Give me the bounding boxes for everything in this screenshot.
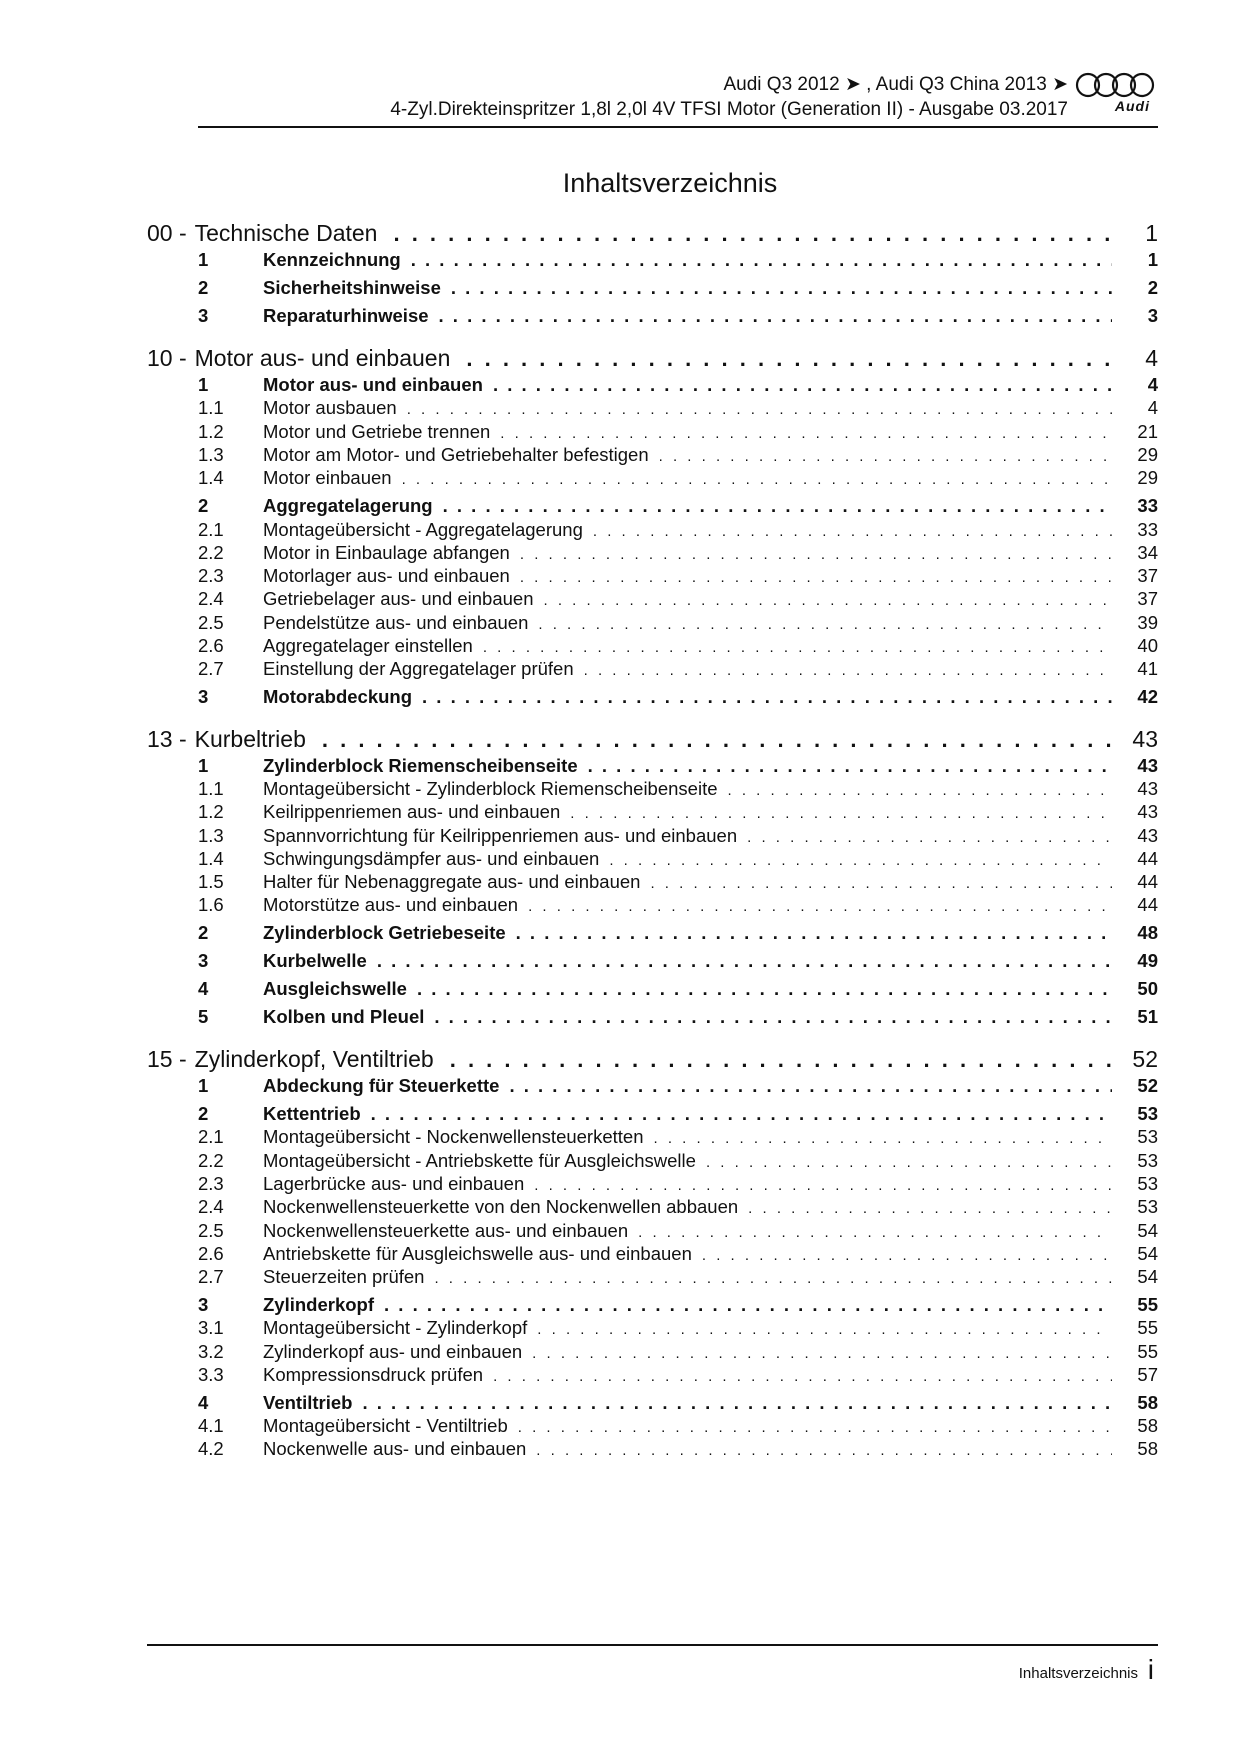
toc-chapter-entry[interactable] bbox=[147, 220, 1158, 250]
toc-entry-number: 3 bbox=[198, 686, 209, 707]
toc-dot-leader bbox=[493, 374, 1112, 396]
toc-sub-entry[interactable] bbox=[147, 894, 1158, 918]
toc-entry-number: 2.2 bbox=[198, 542, 224, 563]
toc-sub-entry[interactable] bbox=[147, 825, 1158, 849]
toc-dot-leader bbox=[451, 277, 1112, 299]
toc-entry-number: 1.2 bbox=[198, 421, 224, 442]
toc-entry-number: 2.6 bbox=[198, 1243, 224, 1264]
toc-entry-label: Motorabdeckung bbox=[263, 686, 413, 707]
toc-sub-entry[interactable] bbox=[147, 778, 1158, 802]
header-divider bbox=[198, 126, 1158, 128]
toc-entry-number: 10 - bbox=[147, 345, 187, 371]
toc-entry-number: 2.4 bbox=[198, 1196, 224, 1217]
toc-entry-number: 3 bbox=[198, 305, 209, 326]
toc-entry-label: Motor in Einbaulage abfangen bbox=[263, 542, 510, 563]
toc-dot-leader bbox=[518, 1419, 1112, 1436]
toc-entry-number: 5 bbox=[198, 1006, 209, 1027]
toc-entry-label: Schwingungsdämpfer aus- und einbauen bbox=[263, 848, 600, 869]
toc-dot-leader bbox=[411, 249, 1112, 271]
toc-section-entry[interactable] bbox=[147, 374, 1158, 398]
toc-sub-entry[interactable] bbox=[147, 1126, 1158, 1150]
toc-sub-entry[interactable] bbox=[147, 519, 1158, 543]
toc-sub-entry[interactable] bbox=[147, 801, 1158, 825]
footer-label: Inhaltsverzeichnis bbox=[1018, 1665, 1138, 1682]
page-title-text: Inhaltsverzeichnis bbox=[562, 168, 778, 198]
toc-entry-page: 4 bbox=[1145, 345, 1158, 371]
toc-dot-leader bbox=[654, 1130, 1113, 1147]
toc-sub-entry[interactable] bbox=[147, 421, 1158, 445]
toc-entry-number: 3 bbox=[198, 1294, 209, 1315]
toc-entry-label: Zylinderkopf, Ventiltrieb bbox=[194, 1046, 434, 1072]
toc-dot-leader bbox=[434, 1006, 1112, 1028]
toc-entry-label: Kolben und Pleuel bbox=[263, 1006, 425, 1027]
toc-entry-label: Motor ausbauen bbox=[263, 397, 397, 418]
toc-dot-leader bbox=[466, 346, 1112, 372]
toc-dot-leader bbox=[593, 523, 1112, 540]
toc-section-entry[interactable] bbox=[147, 950, 1158, 974]
toc-entry-label: Pendelstütze aus- und einbauen bbox=[263, 612, 529, 633]
toc-dot-leader bbox=[434, 1270, 1112, 1287]
toc-entry-label: Zylinderkopf bbox=[263, 1294, 375, 1315]
toc-sub-entry[interactable] bbox=[147, 444, 1158, 468]
toc-sub-entry[interactable] bbox=[147, 1415, 1158, 1439]
toc-entry-page: 43 bbox=[1137, 755, 1158, 776]
toc-entry-label: Montageübersicht - Zylinderkopf bbox=[263, 1317, 528, 1338]
toc-entry-label: Motorlager aus- und einbauen bbox=[263, 565, 510, 586]
toc-dot-leader bbox=[702, 1247, 1112, 1264]
toc-entry-label: Einstellung der Aggregatelager prüfen bbox=[263, 658, 574, 679]
toc-entry-label: Steuerzeiten prüfen bbox=[263, 1266, 425, 1287]
toc-entry-number: 3.2 bbox=[198, 1341, 224, 1362]
toc-sub-entry[interactable] bbox=[147, 1150, 1158, 1174]
toc-entry-label: Aggregatelager einstellen bbox=[263, 635, 473, 656]
page-title bbox=[0, 168, 1240, 199]
toc-dot-leader bbox=[534, 1177, 1112, 1194]
toc-entry-number: 1 bbox=[198, 755, 209, 776]
toc-entry-page: 41 bbox=[1137, 658, 1158, 679]
toc-entry-number: 2.1 bbox=[198, 519, 224, 540]
toc-dot-leader bbox=[728, 782, 1112, 799]
toc-entry-page: 44 bbox=[1137, 848, 1158, 869]
toc-entry-label: Ventiltrieb bbox=[263, 1392, 353, 1413]
toc-entry-label: Ausgleichswelle bbox=[263, 978, 407, 999]
toc-entry-number: 1.3 bbox=[198, 444, 224, 465]
toc-section-entry[interactable] bbox=[147, 1006, 1158, 1030]
toc-section-entry[interactable] bbox=[147, 978, 1158, 1002]
toc-entry-number: 3 bbox=[198, 950, 209, 971]
toc-entry-number: 1.1 bbox=[198, 397, 224, 418]
toc-section-entry[interactable] bbox=[147, 686, 1158, 710]
toc-sub-entry[interactable] bbox=[147, 1220, 1158, 1244]
toc-dot-leader bbox=[538, 616, 1112, 633]
toc-entry-number: 4 bbox=[198, 978, 209, 999]
toc-entry-page: 55 bbox=[1137, 1294, 1158, 1315]
footer-divider bbox=[147, 1644, 1158, 1646]
toc-entry-label: Lagerbrücke aus- und einbauen bbox=[263, 1173, 525, 1194]
toc-entry-page: 52 bbox=[1137, 1075, 1158, 1096]
toc-entry-number: 2.7 bbox=[198, 1266, 224, 1287]
toc-entry-page: 39 bbox=[1137, 612, 1158, 633]
toc-entry-label: Montageübersicht - Ventiltrieb bbox=[263, 1415, 508, 1436]
toc-dot-leader bbox=[748, 1200, 1112, 1217]
toc-entry-number: 3.3 bbox=[198, 1364, 224, 1385]
toc-entry-number: 4 bbox=[198, 1392, 209, 1413]
toc-section-entry[interactable] bbox=[147, 755, 1158, 779]
toc-entry-number: 1 bbox=[198, 374, 209, 395]
toc-entry-number: 1.4 bbox=[198, 467, 224, 488]
toc-entry-page: 21 bbox=[1137, 421, 1158, 442]
toc-dot-leader bbox=[532, 1345, 1112, 1362]
toc-sub-entry[interactable] bbox=[147, 1317, 1158, 1341]
toc-dot-leader bbox=[362, 1392, 1112, 1414]
toc-section-entry[interactable] bbox=[147, 1075, 1158, 1099]
toc-entry-page: 44 bbox=[1137, 894, 1158, 915]
toc-entry-page: 58 bbox=[1137, 1415, 1158, 1436]
toc-dot-leader bbox=[483, 639, 1112, 656]
toc-sub-entry[interactable] bbox=[147, 658, 1158, 682]
toc-sub-entry[interactable] bbox=[147, 588, 1158, 612]
toc-entry-label: Nockenwellensteuerkette von den Nockenwellen abbauen bbox=[263, 1196, 739, 1217]
toc-entry-label: Sicherheitshinweise bbox=[263, 277, 441, 298]
toc-dot-leader bbox=[706, 1154, 1112, 1171]
toc-dot-leader bbox=[638, 1224, 1112, 1241]
toc-dot-leader bbox=[422, 686, 1112, 708]
toc-entry-label: Kurbelwelle bbox=[263, 950, 367, 971]
toc-entry-number: 4.1 bbox=[198, 1415, 224, 1436]
toc-sub-entry[interactable] bbox=[147, 871, 1158, 895]
toc-entry-number: 3.1 bbox=[198, 1317, 224, 1338]
toc-dot-leader bbox=[520, 546, 1112, 563]
toc-dot-leader bbox=[509, 1075, 1112, 1097]
toc-dot-leader bbox=[450, 1047, 1112, 1073]
toc-entry-label: Antriebskette für Ausgleichswelle aus- und einbauen bbox=[263, 1243, 692, 1264]
toc-entry-number: 1.2 bbox=[198, 801, 224, 822]
toc-entry-label: Kompressionsdruck prüfen bbox=[263, 1364, 484, 1385]
toc-entry-page: 43 bbox=[1137, 825, 1158, 846]
toc-dot-leader bbox=[402, 471, 1112, 488]
toc-entry-page: 53 bbox=[1137, 1196, 1158, 1217]
toc-entry-page: 54 bbox=[1137, 1220, 1158, 1241]
toc-section-entry[interactable] bbox=[147, 305, 1158, 329]
toc-entry-number: 15 - bbox=[147, 1046, 187, 1072]
toc-entry-label: Spannvorrichtung für Keilrippenriemen aus- und einbauen bbox=[263, 825, 738, 846]
toc-dot-leader bbox=[570, 805, 1112, 822]
toc-entry-page: 4 bbox=[1147, 397, 1158, 418]
toc-dot-leader bbox=[417, 978, 1112, 1000]
toc-entry-page: 29 bbox=[1137, 444, 1158, 465]
toc-entry-number: 2.6 bbox=[198, 635, 224, 656]
toc-entry-page: 1 bbox=[1147, 249, 1158, 270]
toc-entry-number: 2.5 bbox=[198, 1220, 224, 1241]
toc-entry-page: 58 bbox=[1137, 1392, 1158, 1413]
toc-dot-leader bbox=[516, 922, 1112, 944]
toc-entry-page: 33 bbox=[1137, 495, 1158, 516]
toc-entry-page: 58 bbox=[1137, 1438, 1158, 1459]
toc-entry-page: 42 bbox=[1137, 686, 1158, 707]
toc-entry-page: 1 bbox=[1145, 220, 1158, 246]
toc-entry-page: 2 bbox=[1147, 277, 1158, 298]
toc-entry-page: 40 bbox=[1137, 635, 1158, 656]
audi-rings-icon bbox=[1072, 71, 1158, 101]
toc-section-entry[interactable] bbox=[147, 277, 1158, 301]
toc-sub-entry[interactable] bbox=[147, 467, 1158, 491]
toc-dot-leader bbox=[584, 662, 1112, 679]
toc-entry-label: Montageübersicht - Aggregatelagerung bbox=[263, 519, 583, 540]
toc-entry-label: Kennzeichnung bbox=[263, 249, 401, 270]
page-header bbox=[198, 71, 1158, 127]
toc-sub-entry[interactable] bbox=[147, 1266, 1158, 1290]
toc-entry-page: 44 bbox=[1137, 871, 1158, 892]
toc-entry-page: 34 bbox=[1137, 542, 1158, 563]
toc-sub-entry[interactable] bbox=[147, 397, 1158, 421]
toc-entry-page: 52 bbox=[1132, 1046, 1158, 1072]
toc-dot-leader bbox=[650, 875, 1112, 892]
toc-entry-label: Montageübersicht - Zylinderblock Riemenscheibenseite bbox=[263, 778, 718, 799]
toc-entry-number: 2.5 bbox=[198, 612, 224, 633]
toc-entry-page: 49 bbox=[1137, 950, 1158, 971]
toc-entry-number: 2.2 bbox=[198, 1150, 224, 1171]
toc-entry-label: Reparaturhinweise bbox=[263, 305, 429, 326]
toc-sub-entry[interactable] bbox=[147, 612, 1158, 636]
toc-dot-leader bbox=[393, 221, 1112, 247]
toc-entry-number: 4.2 bbox=[198, 1438, 224, 1459]
toc-entry-page: 43 bbox=[1137, 801, 1158, 822]
toc-entry-label: Zylinderkopf aus- und einbauen bbox=[263, 1341, 523, 1362]
toc-entry-number: 2 bbox=[198, 922, 209, 943]
toc-dot-leader bbox=[407, 401, 1112, 418]
audi-logo bbox=[1072, 71, 1158, 121]
toc-entry-label: Nockenwellensteuerkette aus- und einbauen bbox=[263, 1220, 629, 1241]
header-engine-line: 4-Zyl.Direkteinspritzer 1,8l 2,0l 4V TFSI Motor (Generation II) - Ausgabe 03.2017 bbox=[390, 99, 1068, 120]
toc-dot-leader bbox=[500, 425, 1112, 442]
toc-entry-label: Zylinderblock Riemenscheibenseite bbox=[263, 755, 578, 776]
toc-sub-entry[interactable] bbox=[147, 542, 1158, 566]
toc-dot-leader bbox=[537, 1321, 1112, 1338]
toc-entry-page: 37 bbox=[1137, 565, 1158, 586]
toc-entry-label: Getriebelager aus- und einbauen bbox=[263, 588, 534, 609]
toc-entry-page: 55 bbox=[1137, 1341, 1158, 1362]
toc-section-entry[interactable] bbox=[147, 249, 1158, 273]
toc-dot-leader bbox=[659, 448, 1112, 465]
toc-entry-page: 53 bbox=[1137, 1150, 1158, 1171]
toc-entry-page: 37 bbox=[1137, 588, 1158, 609]
toc-entry-label: Nockenwelle aus- und einbauen bbox=[263, 1438, 527, 1459]
toc-entry-page: 51 bbox=[1137, 1006, 1158, 1027]
toc-entry-number: 2.3 bbox=[198, 565, 224, 586]
toc-entry-number: 00 - bbox=[147, 220, 187, 246]
toc-dot-leader bbox=[588, 755, 1112, 777]
toc-entry-page: 3 bbox=[1147, 305, 1158, 326]
toc-sub-entry[interactable] bbox=[147, 1196, 1158, 1220]
toc-chapter-entry[interactable] bbox=[147, 1046, 1158, 1076]
toc-entry-label: Montageübersicht - Antriebskette für Ausgleichswelle bbox=[263, 1150, 696, 1171]
toc-entry-number: 1.6 bbox=[198, 894, 224, 915]
toc-entry-label: Zylinderblock Getriebeseite bbox=[263, 922, 506, 943]
toc-entry-number: 2.7 bbox=[198, 658, 224, 679]
toc-section-entry[interactable] bbox=[147, 1103, 1158, 1127]
toc-sub-entry[interactable] bbox=[147, 1438, 1158, 1462]
toc-entry-page: 53 bbox=[1137, 1173, 1158, 1194]
toc-entry-label: Montageübersicht - Nockenwellensteuerketten bbox=[263, 1126, 644, 1147]
toc-entry-page: 57 bbox=[1137, 1364, 1158, 1385]
toc-sub-entry[interactable] bbox=[147, 635, 1158, 659]
toc-entry-label: Keilrippenriemen aus- und einbauen bbox=[263, 801, 561, 822]
toc-dot-leader bbox=[536, 1442, 1112, 1459]
toc-entry-number: 2.3 bbox=[198, 1173, 224, 1194]
toc-entry-label: Motor aus- und einbauen bbox=[194, 345, 451, 371]
toc-entry-label: Kettentrieb bbox=[263, 1103, 361, 1124]
toc-sub-entry[interactable] bbox=[147, 848, 1158, 872]
toc-sub-entry[interactable] bbox=[147, 1364, 1158, 1388]
toc-dot-leader bbox=[609, 852, 1112, 869]
toc-entry-number: 1 bbox=[198, 249, 209, 270]
toc-entry-number: 1.4 bbox=[198, 848, 224, 869]
toc-dot-leader bbox=[439, 305, 1112, 327]
toc-dot-leader bbox=[493, 1368, 1112, 1385]
toc-sub-entry[interactable] bbox=[147, 1173, 1158, 1197]
toc-entry-page: 33 bbox=[1137, 519, 1158, 540]
toc-entry-label: Abdeckung für Steuerkette bbox=[263, 1075, 500, 1096]
toc-dot-leader bbox=[377, 950, 1112, 972]
toc-entry-label: Technische Daten bbox=[194, 220, 378, 246]
toc-sub-entry[interactable] bbox=[147, 1341, 1158, 1365]
toc-entry-page: 53 bbox=[1137, 1103, 1158, 1124]
toc-section-entry[interactable] bbox=[147, 1294, 1158, 1318]
toc-dot-leader bbox=[384, 1294, 1112, 1316]
toc-entry-number: 2 bbox=[198, 495, 209, 516]
toc-dot-leader bbox=[747, 829, 1112, 846]
toc-entry-label: Kurbeltrieb bbox=[194, 726, 306, 752]
toc-entry-label: Motor einbauen bbox=[263, 467, 392, 488]
toc-entry-number: 2 bbox=[198, 277, 209, 298]
toc-entry-label: Motor aus- und einbauen bbox=[263, 374, 483, 395]
toc-entry-number: 13 - bbox=[147, 726, 187, 752]
toc-dot-leader bbox=[520, 569, 1112, 586]
toc-entry-number: 1 bbox=[198, 1075, 209, 1096]
toc-dot-leader bbox=[371, 1103, 1112, 1125]
toc-entry-label: Motor am Motor- und Getriebehalter befestigen bbox=[263, 444, 649, 465]
audi-wordmark: Audi bbox=[1114, 98, 1150, 114]
toc-entry-label: Halter für Nebenaggregate aus- und einbauen bbox=[263, 871, 641, 892]
toc-entry-page: 48 bbox=[1137, 922, 1158, 943]
toc-sub-entry[interactable] bbox=[147, 1243, 1158, 1267]
toc-section-entry[interactable] bbox=[147, 1392, 1158, 1416]
toc-entry-number: 1.3 bbox=[198, 825, 224, 846]
footer-page-number: i bbox=[1147, 1654, 1154, 1685]
toc-entry-page: 55 bbox=[1137, 1317, 1158, 1338]
toc-entry-number: 2 bbox=[198, 1103, 209, 1124]
toc-entry-page: 43 bbox=[1132, 726, 1158, 752]
toc-entry-page: 43 bbox=[1137, 778, 1158, 799]
toc-sub-entry[interactable] bbox=[147, 565, 1158, 589]
toc-entry-number: 2.4 bbox=[198, 588, 224, 609]
toc-entry-page: 4 bbox=[1147, 374, 1158, 395]
toc-chapter-entry[interactable] bbox=[147, 345, 1158, 375]
toc-entry-label: Aggregatelagerung bbox=[263, 495, 433, 516]
toc-dot-leader bbox=[443, 495, 1112, 517]
toc-entry-number: 1.5 bbox=[198, 871, 224, 892]
toc-dot-leader bbox=[528, 898, 1112, 915]
toc-entry-number: 1.1 bbox=[198, 778, 224, 799]
toc-entry-number: 2.1 bbox=[198, 1126, 224, 1147]
toc-section-entry[interactable] bbox=[147, 495, 1158, 519]
header-model-line: Audi Q3 2012 ➤ , Audi Q3 China 2013 ➤ bbox=[723, 74, 1068, 95]
toc-entry-page: 53 bbox=[1137, 1126, 1158, 1147]
toc-entry-label: Motorstütze aus- und einbauen bbox=[263, 894, 519, 915]
toc-dot-leader bbox=[322, 727, 1112, 753]
toc-entry-page: 54 bbox=[1137, 1266, 1158, 1287]
toc-entry-page: 29 bbox=[1137, 467, 1158, 488]
toc-section-entry[interactable] bbox=[147, 922, 1158, 946]
toc-dot-leader bbox=[544, 592, 1113, 609]
toc-entry-page: 54 bbox=[1137, 1243, 1158, 1264]
toc-chapter-entry[interactable] bbox=[147, 726, 1158, 756]
toc-entry-page: 50 bbox=[1137, 978, 1158, 999]
toc-entry-label: Motor und Getriebe trennen bbox=[263, 421, 491, 442]
